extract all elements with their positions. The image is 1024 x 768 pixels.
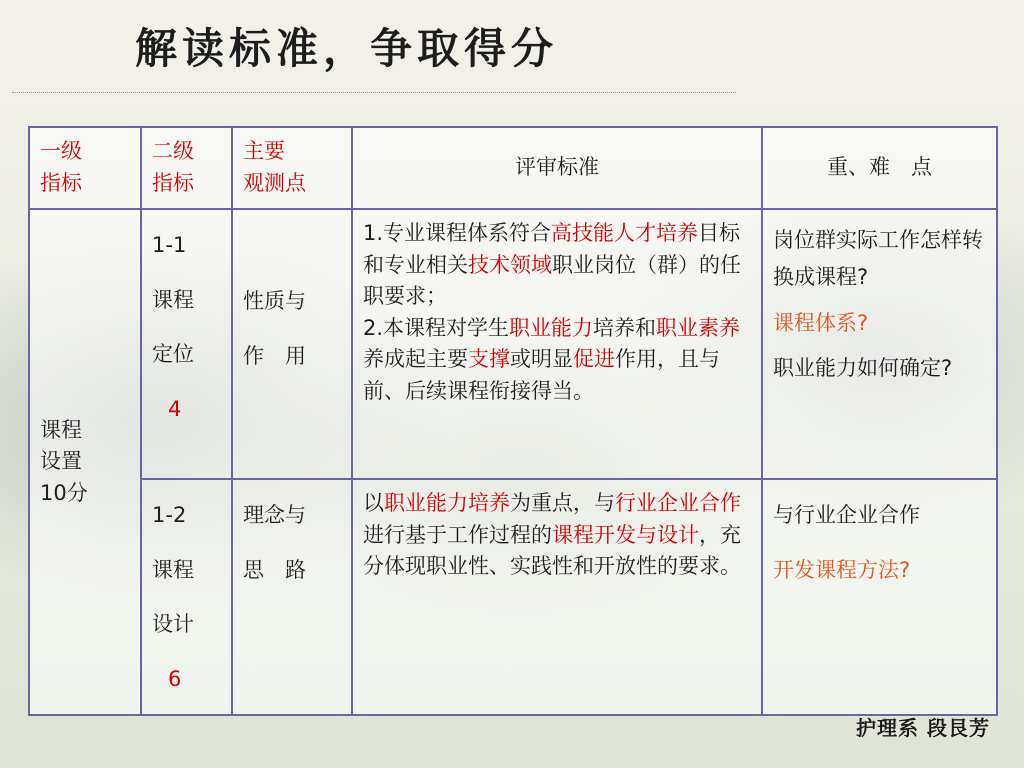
row2-name2: 设计 xyxy=(152,612,194,637)
highlighted-phrase: 职业能力培养 xyxy=(384,491,510,515)
level1-course-setup xyxy=(29,209,141,715)
highlighted-phrase: 职业能力 xyxy=(509,315,594,340)
row1-criteria-text xyxy=(363,218,751,407)
level1-line2: 设置 xyxy=(40,449,82,474)
row2-obs2: 思 路 xyxy=(243,557,306,582)
criteria-phrase: 作用，且与前、后续课程衔接得当。 xyxy=(363,347,720,403)
highlighted-phrase: 支撑 xyxy=(468,347,510,371)
evaluation-criteria-table xyxy=(28,126,998,716)
header-criteria: 评审标准 xyxy=(352,127,762,209)
row1-observation xyxy=(232,209,352,479)
highlighted-phrase: 课程开发与设计 xyxy=(552,522,699,547)
table-row xyxy=(29,209,997,479)
level1-line1: 课程 xyxy=(40,417,82,442)
row1-criteria xyxy=(352,209,762,479)
row2-score: 6 xyxy=(168,666,182,691)
row1-level2 xyxy=(141,209,232,479)
row1-score: 4 xyxy=(168,396,182,421)
criteria-phrase: 2.本课程对学生 xyxy=(363,315,510,340)
table-header-row xyxy=(29,127,997,209)
criteria-phrase: 1.专业课程体系符合 xyxy=(363,221,552,245)
criteria-phrase: 职业岗位（群）的任职要求； xyxy=(363,252,741,308)
row2-obs1: 理念与 xyxy=(243,503,306,527)
criteria-phrase: 为重点，与 xyxy=(510,491,615,515)
header-observation-line1: 主要 xyxy=(243,139,285,163)
header-observation-line2: 观测点 xyxy=(243,170,306,195)
header-keypoints: 重、难 点 xyxy=(762,127,997,209)
table-row xyxy=(29,479,997,715)
criteria-phrase: 或明显 xyxy=(510,347,573,371)
row1-key2: 课程体系? xyxy=(773,310,869,335)
row1-obs2: 作 用 xyxy=(243,343,306,368)
row2-key1: 与行业企业合作 xyxy=(773,503,920,527)
criteria-phrase: 养成起主要 xyxy=(363,347,468,371)
highlighted-phrase: 促进 xyxy=(573,347,615,371)
criteria-phrase: 目标和专业相关 xyxy=(363,221,741,277)
row2-level2 xyxy=(141,479,232,715)
highlighted-phrase: 行业企业合作 xyxy=(615,491,741,515)
row1-key1: 岗位群实际工作怎样转换成课程? xyxy=(773,228,983,289)
row2-observation xyxy=(232,479,352,715)
highlighted-phrase: 职业素养 xyxy=(656,315,741,340)
title-divider xyxy=(12,92,736,93)
row1-keypoints xyxy=(762,209,997,479)
criteria-phrase: ，充分体现职业性、实践性和开放性的要求。 xyxy=(363,522,741,578)
criteria-phrase: 培养和 xyxy=(593,315,657,340)
row1-obs1: 性质与 xyxy=(243,289,306,313)
row2-keypoints xyxy=(762,479,997,715)
header-level1-line1: 一级 xyxy=(40,139,82,163)
criteria-phrase: 以 xyxy=(363,491,384,515)
header-level2-line2: 指标 xyxy=(152,170,194,195)
row1-name1: 课程 xyxy=(152,287,194,312)
row1-code: 1-1 xyxy=(152,233,187,257)
header-level2-line1: 二级 xyxy=(152,139,194,163)
row2-code: 1-2 xyxy=(152,503,187,527)
row1-key3: 职业能力如何确定? xyxy=(773,356,953,381)
level1-line3: 10分 xyxy=(40,480,88,505)
highlighted-phrase: 技术领域 xyxy=(468,252,552,277)
page-title: 解读标准，争取得分 xyxy=(135,24,559,73)
header-level1-line2: 指标 xyxy=(40,170,82,195)
row2-criteria-text xyxy=(363,488,751,583)
row2-criteria xyxy=(352,479,762,715)
highlighted-phrase: 高技能人才培养 xyxy=(551,221,699,245)
row2-key2: 开发课程方法? xyxy=(773,557,911,582)
criteria-phrase: 进行基于工作过程的 xyxy=(363,522,552,547)
header-observation xyxy=(232,127,352,209)
header-level1 xyxy=(29,127,141,209)
author-signature: 护理系 段艮芳 xyxy=(856,716,990,740)
row2-name1: 课程 xyxy=(152,557,194,582)
header-level2 xyxy=(141,127,232,209)
row1-name2: 定位 xyxy=(152,342,194,367)
